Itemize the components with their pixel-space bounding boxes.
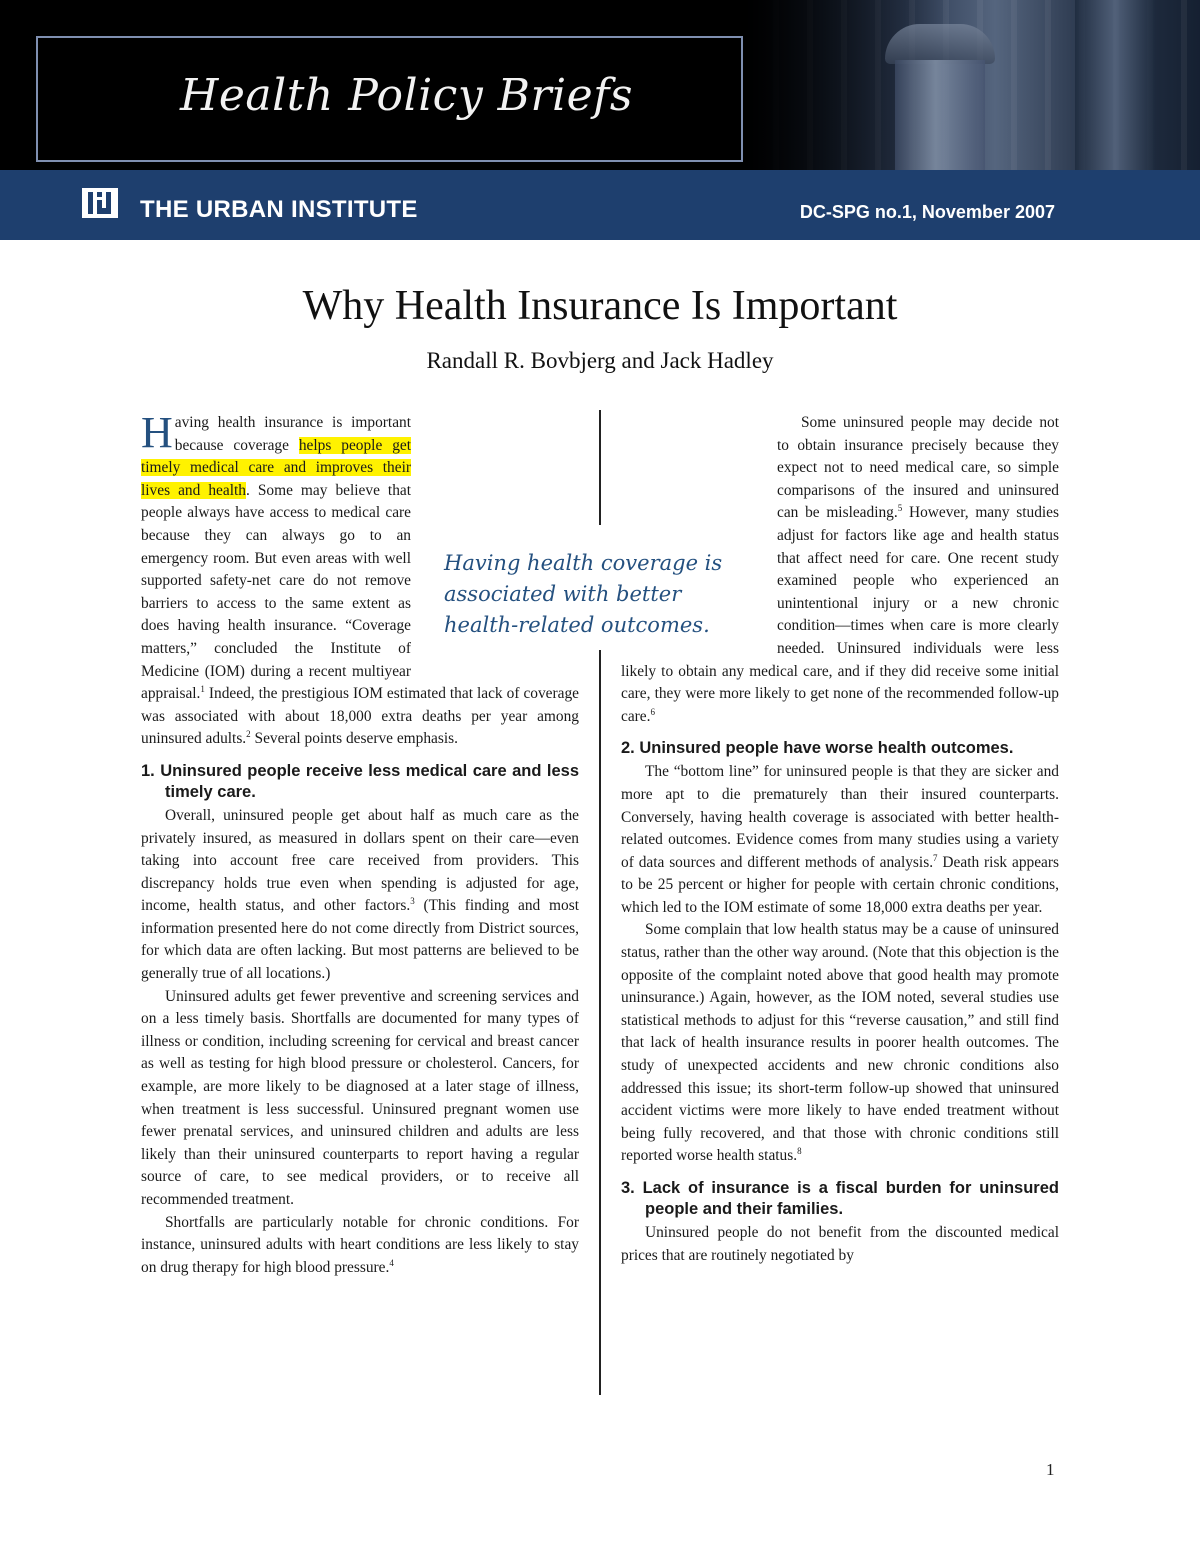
intro-paragraph: Having health insurance is important because coverage helps people get timely medical care and improves their lives and health. Some may believe that people always have access to medical care because they can always go to an emergency room. But even areas with well supported safety-net care do not remove barriers to access to the same extent as does having health insurance. “Coverage matters,” concluded the Institute of Medicine (IOM) during a recent multiyear appraisal.$^1$ Indeed, the prestigious IOM estimated that lack of coverage was associated with about 18,000 extra deaths per year among uninsured adults.$^2$ Several points deserve emphasis. <box>141 408 579 748</box>
footnote-ref: 4 <box>389 1257 394 1268</box>
right-column <box>621 412 1059 1267</box>
highlighted-text: helps people get timely medical care and improves their lives and health <box>141 436 412 499</box>
urban-institute-logo-icon <box>82 188 118 218</box>
issue-info: DC-SPG no.1, November 2007 <box>799 202 1055 222</box>
section-heading-2: 2. Uninsured people have worse health outcomes. <box>621 739 1014 758</box>
paragraph: Shortfalls are particularly notable for chronic conditions. For instance, uninsured adults with heart conditions are less likely to stay on drug therapy for high blood pressure.$^4$ <box>141 1213 579 1276</box>
footnote-ref: 6 <box>650 706 655 717</box>
paragraph: Overall, uninsured people get about half as much care as the privately insured, as measured in dollars spent on their care—even taking into account free care received from providers. This discrepancy holds true even when spending is adjusted for age, income, health status, and other factors.$^3$ (This finding and most information presented here do not come directly from District sources, for which data are often lacking. But most patterns are believed to be generally true of all locations.) <box>141 806 579 983</box>
paragraph: Uninsured people do not benefit from the discounted medical prices that are routinely negotiated by <box>621 1224 1059 1264</box>
page-number: 1 <box>1046 1460 1055 1479</box>
left-column <box>141 408 579 1279</box>
footnote-ref: 1 <box>200 684 205 694</box>
article-title: Why Health Insurance Is Important <box>302 283 898 329</box>
column-photo <box>745 0 1200 170</box>
section-heading-1: 1. Uninsured people receive less medical care and less timely care. <box>141 761 579 801</box>
footnote-ref: 3 <box>410 896 415 907</box>
paragraph: The “bottom line” for uninsured people is that they are sicker and more apt to die prematurely than their insured counterparts. Conversely, having health coverage is associated with better health-related outcomes. Evidence comes from many studies using a variety of data sources and different methods of analysis.$^7$ Death risk appears to be 25 percent or higher for people with certain chronic conditions, which led to the IOM estimate of some 18,000 extra deaths per year. <box>621 763 1059 916</box>
footnote-ref: 2 <box>246 729 251 740</box>
article-authors: Randall R. Bovbjerg and Jack Hadley <box>426 348 774 373</box>
section-heading-3: 3. Lack of insurance is a fiscal burden for uninsured people and their families. <box>621 1179 1059 1218</box>
pull-quote: Having health coverage is associated with better health-related outcomes. <box>444 551 723 637</box>
footnote-ref: 8 <box>797 1146 802 1157</box>
header-banner <box>0 0 1200 170</box>
drop-cap: H <box>141 408 173 457</box>
series-title: Health Policy Briefs <box>180 70 634 121</box>
paragraph: Some complain that low health status may be a cause of uninsured status, rather than the other way around. (Note that this objection is the opposite of the complaint noted above that good health may promote uninsurance.) Again, however, as the IOM noted, several studies use statistical methods to adjust for this “reverse causation,” and still find that lack of health insurance results in poorer health outcomes. The study of unexpected accidents and new chronic conditions also addressed this issue; its short-term follow-up showed that uninsured accident victims were more likely to have ended treatment without being fully recovered, and that those with chronic conditions still reported worse health status.$^8$ <box>621 921 1059 1165</box>
paragraph: Uninsured adults get fewer preventive and screening services and on a less timely basis. Shortfalls are documented for many types of illness or condition, including screening for cervical and breast cancer as well as testing for high blood pressure or cholesterol. Cancers, for example, are more likely to be diagnosed at a later stage of illness, when treatment is less successful. Uninsured pregnant women use fewer prenatal services, and uninsured children and adults are less likely than their uninsured counterparts to report having a regular source of care, to see medical providers, or to receive all recommended treatment. <box>141 987 579 1208</box>
footnote-ref: 5 <box>897 503 903 514</box>
organization-name: THE URBAN INSTITUTE <box>140 196 418 223</box>
footnote-ref: 7 <box>933 852 938 863</box>
paragraph: Some uninsured people may decide not to obtain insurance precisely because they expect not to need medical care, so simple comparisons of the insured and uninsured can be misleading.$^5$ However, many studies adjust for factors like age and health status that affect need for care. One recent study examined people who experienced an unintentional injury or a new chronic condition—times when care is more clearly needed. Uninsured individuals were less likely to obtain any medical care, and if they did receive some initial care, they were more likely to get none of the recommended follow-up care.$^6$ <box>621 414 1059 725</box>
